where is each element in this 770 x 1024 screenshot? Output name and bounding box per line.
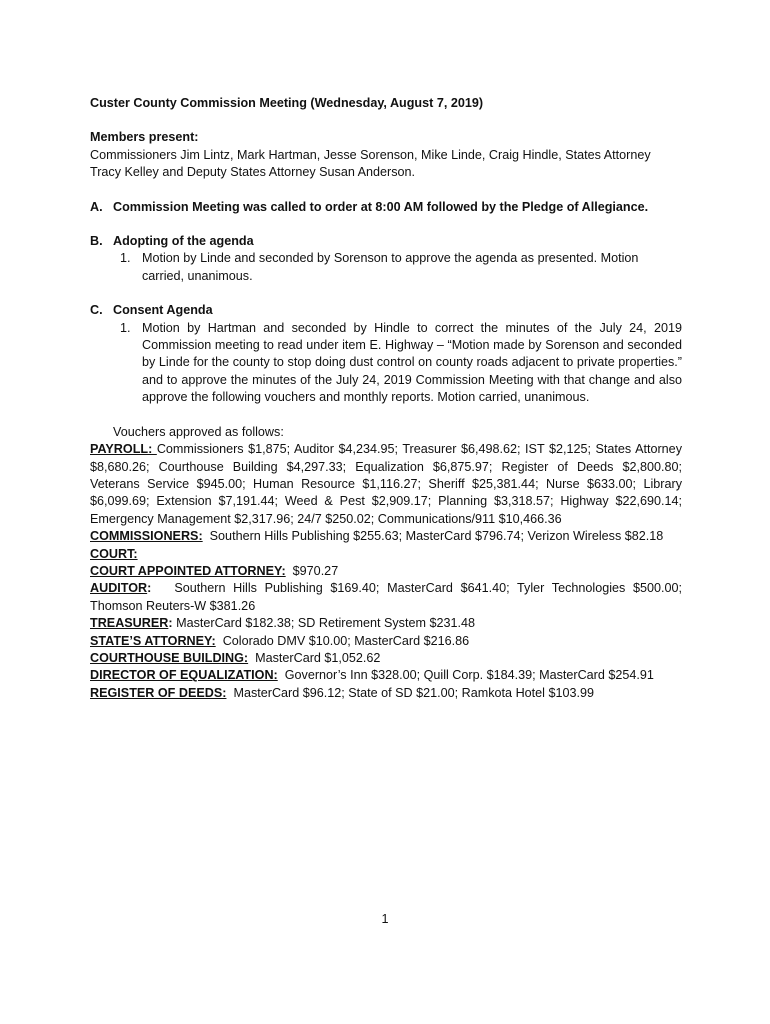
- voucher-court-attorney-text: $970.27: [292, 563, 339, 578]
- voucher-auditor-label: AUDITOR: [90, 581, 148, 596]
- voucher-courthouse-text: MasterCard $1,052.62: [255, 650, 381, 665]
- voucher-register-text: MasterCard $96.12; State of SD $21.00; Ramkota Hotel $103.99: [233, 685, 594, 700]
- section-a-heading: Commission Meeting was called to order at 8:00 AM followed by the Pledge of Allegiance.: [113, 199, 649, 214]
- section-c-heading: Consent Agenda: [113, 303, 213, 318]
- voucher-equalization: [90, 667, 682, 684]
- voucher-states-attorney-label: STATE’S ATTORNEY:: [90, 633, 216, 648]
- section-c-item-number: 1.: [120, 320, 131, 335]
- section-c: [90, 302, 682, 406]
- voucher-treasurer-label: TREASURER: [90, 616, 169, 631]
- voucher-equalization-label: DIRECTOR OF EQUALIZATION:: [90, 668, 278, 683]
- members-block: [90, 129, 682, 181]
- voucher-treasurer-text: MasterCard $182.38; SD Retirement System $231.48: [176, 616, 475, 631]
- voucher-payroll-text: Commissioners $1,875; Auditor $4,234.95; Treasurer $6,498.62; IST $2,125; States Attorney $8,680.26; Courthouse Building $4,297.33; Equalization $6,875.97; Register of Deeds $2,800.80; Veterans Service $945.00; Human Resource $1,116.27; Sheriff $25,381.44; Nurse $633.00; Library $6,099.69; Extension $7,191.44; Weed & Pest $2,909.17; Planning $3,318.57; Highway $22,690.14; Emergency Management $2,317.96; 24/7 $250.02; Communications/911 $10,466.36: [90, 442, 682, 526]
- voucher-commissioners-label: COMMISSIONERS:: [90, 529, 203, 544]
- voucher-register: [90, 685, 682, 702]
- section-b: [90, 233, 682, 285]
- members-text: Commissioners Jim Lintz, Mark Hartman, Jesse Sorenson, Mike Linde, Craig Hindle, States Attorney Tracy Kelley and Deputy States Attorney Susan Anderson.: [90, 147, 651, 180]
- voucher-register-label: REGISTER OF DEEDS:: [90, 685, 227, 700]
- voucher-commissioners-text: Southern Hills Publishing $255.63; MasterCard $796.74; Verizon Wireless $82.18: [209, 529, 664, 544]
- page-number: 1: [381, 912, 389, 926]
- voucher-commissioners: [90, 528, 682, 545]
- voucher-court-label: COURT:: [90, 546, 138, 561]
- voucher-treasurer: TREASURER: MasterCard $182.38; SD Retirement System $231.48: [90, 616, 475, 631]
- section-b-item: [120, 250, 682, 285]
- voucher-equalization-text: Governor’s Inn $328.00; Quill Corp. $184.39; MasterCard $254.91: [284, 668, 654, 683]
- voucher-auditor-text: Southern Hills Publishing $169.40; MasterCard $641.40; Tyler Technologies $500.00; Thomson Reuters-W $381.26: [90, 581, 682, 613]
- document-body: [90, 95, 682, 702]
- voucher-court-attorney: [90, 563, 682, 580]
- meeting-title: Custer County Commission Meeting (Wednesday, August 7, 2019): [90, 96, 484, 110]
- voucher-states-attorney-text: Colorado DMV $10.00; MasterCard $216.86: [222, 633, 470, 648]
- section-c-item-text: Motion by Hartman and seconded by Hindle to correct the minutes of the July 24, 2019 Commission meeting to read under item E. Highway – “Motion made by Sorenson and seconded by Linde for the county to stop doing dust control on county roads adjacent to private properties.” and to approve the minutes of the July 24, 2019 Commission Meeting with that change and also approve the following vouchers and monthly reports. Motion carried, unanimous.: [142, 320, 682, 405]
- section-a: [90, 199, 682, 216]
- voucher-court: [90, 546, 682, 563]
- vouchers-intro: Vouchers approved as follows:: [113, 424, 284, 439]
- section-a-letter: A.: [90, 199, 103, 214]
- voucher-states-attorney: [90, 633, 682, 650]
- section-c-item: [120, 320, 682, 407]
- voucher-courthouse-label: COURTHOUSE BUILDING:: [90, 650, 249, 665]
- section-b-letter: B.: [90, 234, 103, 249]
- voucher-court-attorney-label: COURT APPOINTED ATTORNEY:: [90, 563, 286, 578]
- voucher-auditor: AUDITOR: Southern Hills Publishing $169.40; MasterCard $641.40; Tyler Technologies $500.00; Thomson Reuters-W $381.26: [90, 581, 682, 613]
- section-b-heading: Adopting of the agenda: [113, 234, 254, 249]
- section-b-item-text: Motion by Linde and seconded by Sorenson to approve the agenda as presented. Motion carried, unanimous.: [142, 251, 639, 283]
- section-c-letter: C.: [90, 303, 103, 318]
- voucher-payroll: [90, 441, 682, 528]
- voucher-courthouse: [90, 650, 682, 667]
- voucher-payroll-label: PAYROLL:: [90, 442, 157, 457]
- members-heading: Members present:: [90, 130, 199, 145]
- section-b-item-number: 1.: [120, 251, 131, 266]
